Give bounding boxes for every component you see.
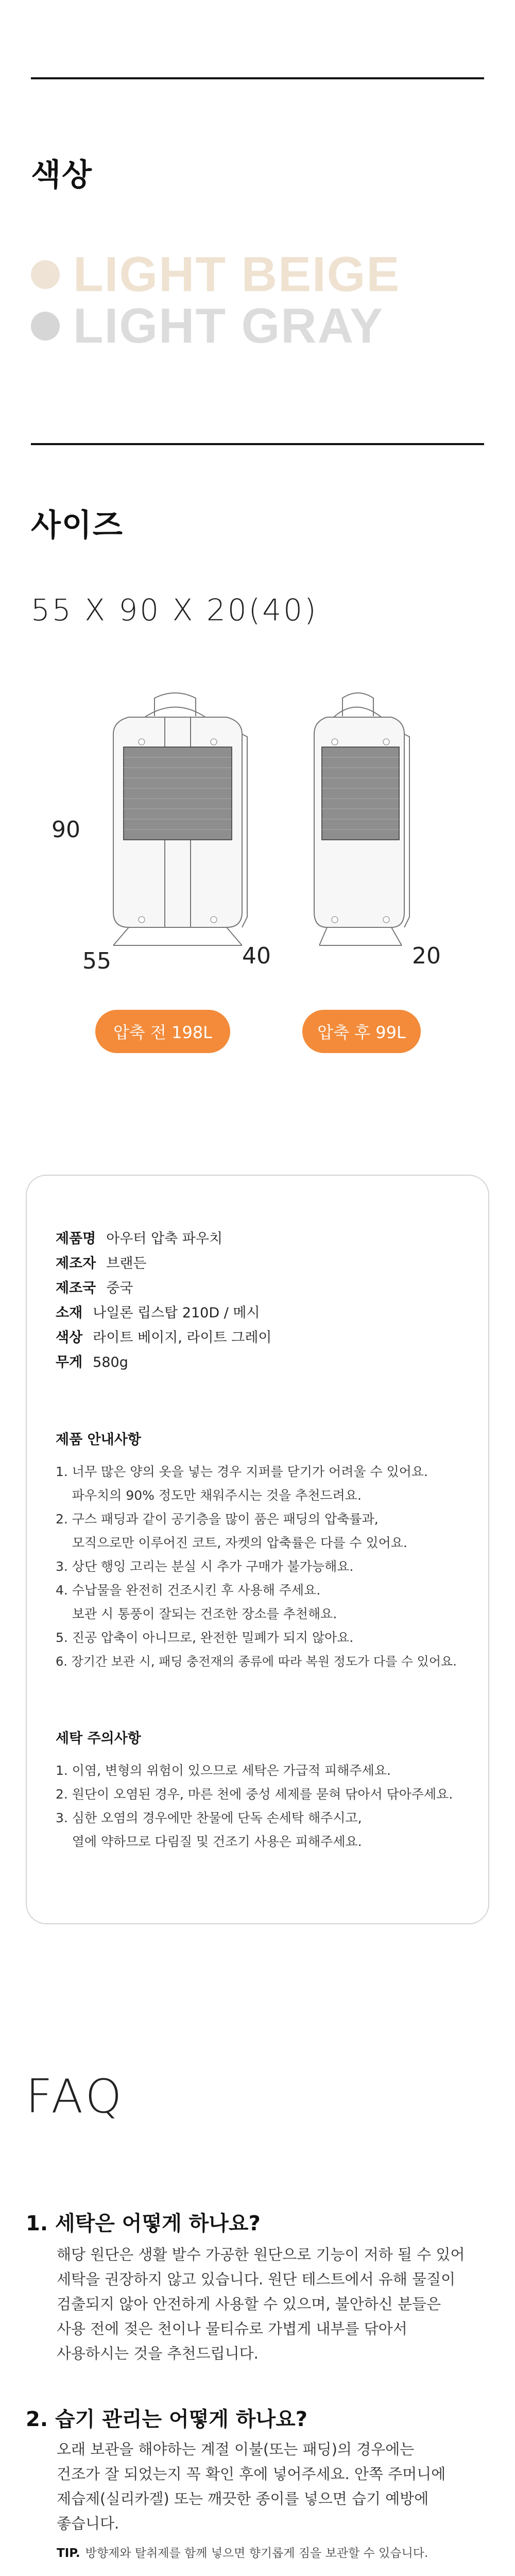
faq-question-1: 1. 세탁은 어떻게 하나요? (26, 2212, 261, 2235)
bag-compressed-depth-label: 20 (412, 943, 441, 969)
guide-line: 4. 수납물을 완전히 건조시킨 후 사용해 주세요. (56, 1583, 321, 1598)
color-section-title: 색상 (31, 157, 93, 193)
faq-answer-line: 세탁을 권장하지 않고 있습니다. 원단 테스트에서 유해 물질이 (57, 2270, 456, 2288)
faq-answer-line: 건조가 잘 되었는지 꼭 확인 후에 넣어주세요. 안쪽 주머니에 (57, 2465, 446, 2483)
faq-title: FAQ (26, 2070, 125, 2124)
guide-line: 3. 상단 행잉 고리는 분실 시 추가 구매가 불가능해요. (56, 1559, 354, 1574)
size-section-title: 사이즈 (31, 507, 124, 544)
spec-row-material (56, 1301, 260, 1321)
guide-line: 5. 진공 압축이 아니므로, 완전한 밀폐가 되지 않아요. (56, 1630, 354, 1645)
section-divider-size (31, 443, 484, 445)
spec-row-weight (56, 1351, 128, 1371)
spec-label: 제조자 (56, 1256, 96, 1272)
spec-label: 제조국 (56, 1280, 96, 1296)
faq-answer-line: 사용하시는 것을 추천드립니다. (57, 2345, 259, 2362)
faq-answer-line: 제습제(실리카겔) 또는 깨끗한 종이를 넣으면 습기 예방에 (57, 2490, 429, 2507)
wash-line: 열에 약하므로 다림질 및 건조기 사용은 피해주세요. (56, 1834, 362, 1849)
badge-before-compression: 압축 전 198L (95, 1010, 230, 1053)
spec-row-color (56, 1326, 272, 1346)
spec-row-maker (56, 1252, 147, 1272)
spec-label: 색상 (56, 1330, 83, 1346)
faq-answer-line: 검출되지 않아 안전하게 사용할 수 있으며, 불안하신 분들은 (57, 2295, 441, 2313)
color-swatch-beige (31, 260, 60, 289)
guide-line: 1. 너무 많은 양의 옷을 넣는 경우 지퍼를 닫기가 어려울 수 있어요. (56, 1464, 428, 1479)
product-info-card (26, 1175, 489, 1924)
spec-value: 나일론 립스탑 210D / 메시 (93, 1305, 260, 1321)
faq-answer-line: 사용 전에 젖은 천이나 물티슈로 가볍게 내부를 닦아서 (57, 2320, 407, 2337)
bag-width-label: 55 (82, 948, 111, 974)
spec-value: 라이트 베이지, 라이트 그레이 (93, 1330, 272, 1346)
spec-label: 제품명 (56, 1231, 96, 1247)
color-option-light-gray (31, 298, 384, 353)
wash-title: 세탁 주의사항 (56, 1731, 141, 1747)
bag-depth-label: 40 (242, 943, 271, 969)
wash-line: 1. 이염, 변형의 위험이 있으므로 세탁은 가급적 피해주세요. (56, 1763, 391, 1778)
guide-line: 6. 장기간 보관 시, 패딩 충전재의 종류에 따라 복원 정도가 다를 수 있어요. (56, 1654, 457, 1669)
bag-height-label: 90 (52, 817, 80, 843)
spec-value: 580g (93, 1354, 128, 1370)
guide-line: 보관 시 통풍이 잘되는 건조한 장소를 추천해요. (56, 1606, 337, 1621)
color-swatch-gray (31, 312, 60, 341)
spec-label: 무게 (56, 1354, 83, 1370)
faq-tip (57, 2544, 479, 2561)
faq-answer-line: 좋습니다. (57, 2515, 119, 2532)
bag-after-compression-illustration (299, 685, 422, 948)
faq-answer-line: 해당 원단은 생활 발수 가공한 원단으로 기능이 저하 될 수 있어 (57, 2246, 465, 2263)
size-dimensions: 55 X 90 X 20(40) (31, 592, 318, 628)
tip-text: 방향제와 탈취제를 함께 넣으면 향기롭게 짐을 보관할 수 있습니다. (85, 2547, 428, 2560)
color-option-light-beige (31, 247, 401, 302)
spec-value: 브랜든 (106, 1256, 147, 1272)
bag-before-compression-illustration (93, 685, 258, 948)
spec-value: 아우터 압축 파우치 (106, 1231, 223, 1247)
spec-value: 중국 (106, 1280, 133, 1296)
guide-line: 2. 구스 패딩과 같이 공기층을 많이 품은 패딩의 압축률과, (56, 1512, 379, 1527)
faq-answer-line: 오래 보관을 해야하는 계절 이불(또는 패딩)의 경우에는 (57, 2441, 415, 2458)
wash-line: 3. 심한 오염의 경우에만 찬물에 단독 손세탁 해주시고, (56, 1810, 362, 1825)
faq-question-2: 2. 습기 관리는 어떻게 하나요? (26, 2408, 307, 2431)
spec-label: 소재 (56, 1305, 83, 1321)
section-divider-color (31, 77, 484, 79)
guide-line: 모직으로만 이루어진 코트, 자켓의 압축률은 다를 수 있어요. (56, 1535, 407, 1550)
wash-line: 2. 원단이 오염된 경우, 마른 천에 중성 세제를 묻혀 닦아서 닦아주세요. (56, 1787, 453, 1802)
guide-title: 제품 안내사항 (56, 1432, 141, 1448)
spec-row-name (56, 1227, 222, 1247)
badge-after-compression: 압축 후 99L (302, 1010, 421, 1053)
tip-label: TIP. (57, 2547, 80, 2560)
guide-line: 파우치의 90% 정도만 채워주시는 것을 추천드려요. (56, 1488, 362, 1503)
color-label-gray: LIGHT GRAY (73, 298, 384, 353)
spec-row-country (56, 1277, 133, 1297)
color-label-beige: LIGHT BEIGE (73, 247, 401, 302)
